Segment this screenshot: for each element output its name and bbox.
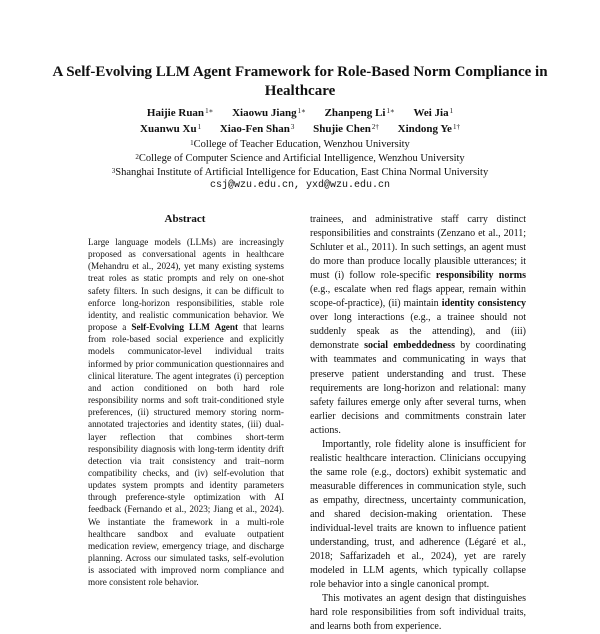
body-bold-term: responsibility norms <box>435 270 526 282</box>
author-affil-mark: 1∗ <box>386 107 395 115</box>
body-paragraph <box>310 213 526 438</box>
affil-mark: 2 <box>135 153 139 161</box>
abstract-bold-term: Self-Evolving LLM Agent <box>131 322 239 333</box>
body-text: over long interactions (e.g., a trainee should not suddenly speak as the attending), and (iii) demonstrate <box>310 312 526 352</box>
author <box>220 123 295 135</box>
affiliation-list <box>40 138 560 180</box>
author-name: Xiaowu Jiang <box>232 107 297 119</box>
author-affil-mark: 3 <box>290 123 295 131</box>
author-name: Wei Jia <box>413 107 449 119</box>
author-affil-mark: 1∗ <box>205 107 214 115</box>
affil-text: College of Computer Science and Artificial Intelligence, Wenzhou University <box>138 153 465 164</box>
abstract-heading: Abstract <box>164 213 206 225</box>
author <box>398 123 460 135</box>
abstract-text <box>88 236 284 600</box>
author-affil-mark: 1 <box>449 107 454 115</box>
affil-mark: 3 <box>111 167 116 175</box>
body-text: (e.g., escalate when red flags appear, remain within scope-of-practice), (ii) maintain <box>310 284 526 310</box>
author-name: Xuanwu Xu <box>140 123 197 135</box>
body-paragraph: This motivates an agent design that distinguishes hard role responsibilities from soft individual traits, and learns both from experience. <box>310 593 526 633</box>
author-name: Shujie Chen <box>313 123 371 135</box>
author-affil-mark: 1† <box>452 123 460 131</box>
author-affil-mark: 1∗ <box>297 107 306 115</box>
abstract-part: Large language models (LLMs) are increasingly proposed as conversational agents in healthcare (Mehandru et al., 2024), yet many existing systems treat roles as static prompts and rely on one-shot safety filters. In such designs, it can be difficult to enforce long-horizon responsibilities, stable role identity, and realistic communication behavior. We propose a <box>88 237 284 333</box>
author-name: Xindong Ye <box>397 123 452 135</box>
affil-mark: 1 <box>190 139 194 147</box>
author <box>313 123 379 135</box>
author-name: Zhanpeng Li <box>324 107 386 119</box>
author-list <box>40 105 560 137</box>
intro-column <box>310 213 527 633</box>
affiliation <box>40 152 560 166</box>
author <box>147 107 213 119</box>
affiliation <box>40 166 560 180</box>
body-bold-term: social embeddedness <box>364 340 455 352</box>
body-paragraph: Importantly, role fidelity alone is insufficient for realistic healthcare interaction. Clinicians occupying the same role (e.g., doctors) exhibit systematic and measurable differences in communication style, such as empathy, directness, uncertainty communication, and shared decision-making orientation. These individual-level traits are known to influence patient understanding, trust, and adherence (Légaré et al., 2018; Saffarizadeh et al., 2024), yet are rarely modeled in LLM agents, which typically collapse role behavior into a single canonical prompt. <box>310 438 526 591</box>
author-name: Haijie Ruan <box>146 107 205 119</box>
contact-emails: csj@wzu.edu.cn, yxd@wzu.edu.cn <box>209 180 391 191</box>
author-affil-mark: 1 <box>197 123 202 131</box>
author <box>140 123 201 135</box>
author-affil-mark: 2† <box>371 123 379 131</box>
author-name: Xiao-Fen Shan <box>219 123 290 135</box>
body-text: by coordinating with teammates and communicating in ways that preserve patient understanding and trust. These requirements are long-horizon and relational: many safety failures emerge only after several turns, when earlier decisions and commitments constrain later actions. <box>310 340 527 436</box>
paper-title: A Self-Evolving LLM Agent Framework for Role-Based Norm Compliance in Healthcare <box>52 64 548 99</box>
affil-text: Shanghai Institute of Artificial Intelligence for Education, East China Normal University <box>115 167 489 178</box>
author <box>413 107 453 119</box>
body-text: trainees, and administrative staff carry distinct responsibilities and constraints (Zenzano et al., 2011; Schluter et al., 2011). In such settings, an agent must do more than produce locally plausible utterances; it must (i) follow role-specific <box>310 214 526 282</box>
author <box>232 107 306 119</box>
affil-text: College of Teacher Education, Wenzhou University <box>193 139 410 150</box>
body-bold-term: identity consistency <box>441 298 527 310</box>
author <box>325 107 395 119</box>
abstract-part: that learns from role-based social experience and explicitly models communicator-level individual traits informed by prior communication questionnaires and clinical literature. The agent integrates (i) perception and action conditioned on both hard role responsibility norms and soft trait-conditioned style preferences, (ii) structured memory storing norm-annotated trajectories and identity states, (iii) dual-layer reflection that combines short-term responsibility diagnosis with long-term identity drift detection via trait consistency and trait–norm compatibility checks, and (iv) self-evolution that updates system prompts and identity parameters through preference-style optimization with AI feedback (Fernando et al., 2023; Jiang et al., 2024). We instantiate the framework in a multi-role healthcare sandbox and evaluate outpatient medication review, emergency triage, and discharge planning. Across our simulated tasks, self-evolution is associated with improved norm compliance and more consistent role behavior. <box>88 322 284 588</box>
affiliation <box>40 138 560 152</box>
